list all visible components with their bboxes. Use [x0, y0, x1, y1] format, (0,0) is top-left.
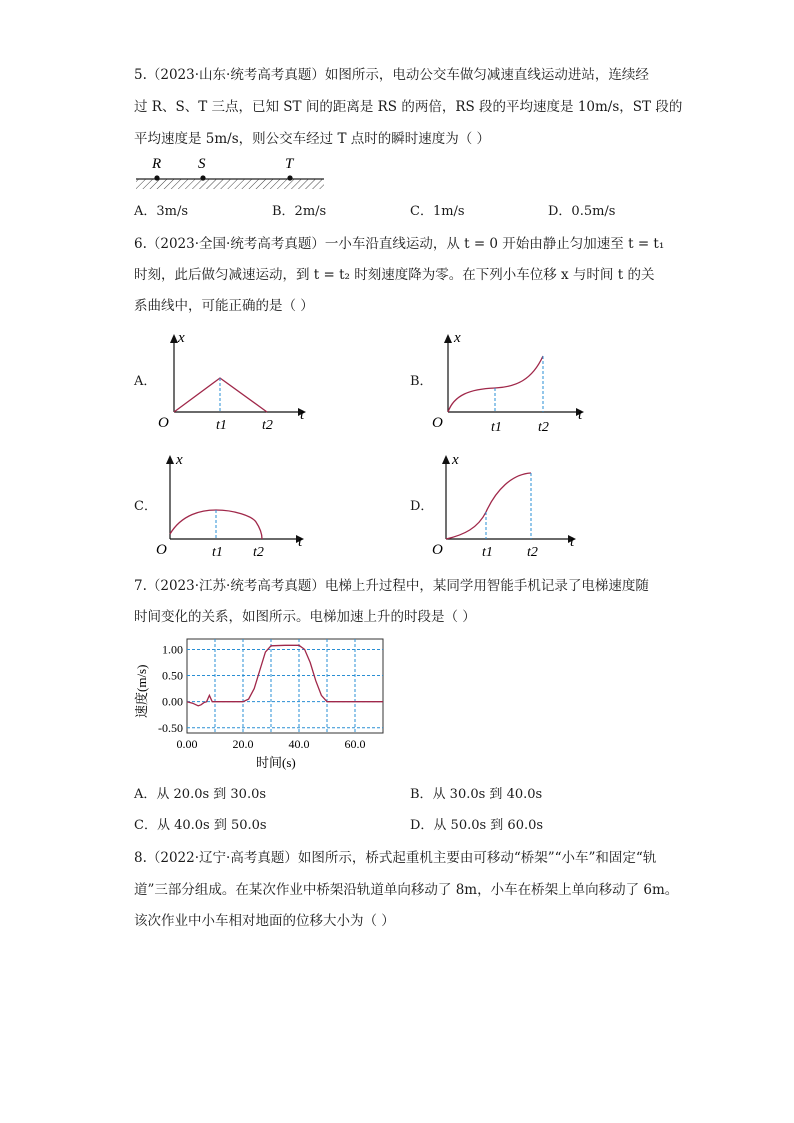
y-tick-label: 0.00	[162, 694, 183, 709]
origin-label: O	[432, 542, 443, 558]
x-axis-label: t	[578, 407, 583, 423]
origin-label: O	[432, 415, 443, 431]
point-s	[200, 175, 205, 180]
t2-label: t2	[262, 418, 273, 433]
t1-label: t1	[482, 545, 493, 560]
q5-option-b: B．2m/s	[272, 204, 327, 219]
label-t: T	[285, 156, 294, 172]
label-r: R	[152, 156, 162, 172]
q5-rst-diagram	[130, 152, 330, 194]
point-t	[287, 175, 292, 180]
x-axis-title: 时间(s)	[256, 755, 296, 770]
q5-option-a: A．3m/s	[134, 204, 189, 219]
q6-option-c-label: C．	[134, 499, 157, 514]
q5-option-c: C．1m/s	[410, 204, 465, 219]
t1-label: t1	[216, 418, 227, 433]
q7-option-d: D．从 50.0s 到 60.0s	[410, 818, 544, 833]
q8-line-3: 该次作业中小车相对地面的位移大小为（ ）	[134, 913, 395, 929]
q6-option-a-label: A．	[134, 374, 157, 389]
y-tick-label: -0.50	[158, 720, 183, 735]
q8-line-2: 道”三部分组成。在某次作业中桥架沿轨道单向移动了 8m，小车在桥架上单向移动了 6m。	[134, 882, 679, 898]
x-axis-label: t	[300, 407, 305, 423]
y-tick-label: 0.50	[162, 668, 183, 683]
q5-line-2: 过 R、S、T 三点，已知 ST 间的距离是 RS 的两倍，RS 段的平均速度是 10m/s，ST 段的	[134, 99, 683, 115]
plot-frame	[187, 639, 383, 733]
y-axis-arrow	[444, 334, 452, 343]
y-axis-label: x	[452, 452, 459, 468]
label-s: S	[198, 156, 206, 172]
q6-option-b-label: B．	[410, 374, 433, 389]
x-axis-label: t	[298, 534, 303, 550]
y-axis-label: x	[454, 330, 461, 346]
t2-label: t2	[538, 420, 549, 435]
q5-line-3: 平均速度是 5m/s，则公交车经过 T 点时的瞬时速度为（ ）	[134, 131, 491, 147]
x-tick-label: 60.0	[344, 737, 366, 751]
origin-label: O	[158, 415, 169, 431]
q8-line-1: 8.（2022·辽宁·高考真题）如图所示，桥式起重机主要由可移动“桥架”“小车”和固定“轨	[134, 850, 657, 866]
y-axis-title: 速度(m/s)	[134, 664, 149, 718]
grid	[187, 639, 383, 733]
x-tick-label: 20.0	[232, 737, 254, 751]
y-axis-arrow	[170, 334, 178, 343]
x-tick-label: 0.00	[176, 737, 198, 751]
y-axis-arrow	[166, 455, 174, 464]
y-axis-label: x	[178, 330, 185, 346]
q7-option-b: B．从 30.0s 到 40.0s	[410, 787, 543, 802]
q5-option-d: D．0.5m/s	[548, 204, 616, 219]
q6-line-3: 系曲线中，可能正确的是（ ）	[134, 298, 314, 314]
y-tick-label: 1.00	[162, 642, 183, 657]
q6-graph-d	[428, 450, 598, 565]
y-tick-labels	[158, 642, 183, 734]
q6-line-1: 6.（2023·全国·统考高考真题）一小车沿直线运动，从 t = 0 开始由静止匀加速至 t = t₁	[134, 236, 665, 252]
q7-option-a: A．从 20.0s 到 30.0s	[134, 787, 267, 802]
point-r	[154, 175, 159, 180]
q7-velocity-chart	[130, 636, 390, 772]
q5-line-1: 5.（2023·山东·统考高考真题）如图所示，电动公交车做匀减速直线运动进站，连续经	[134, 67, 649, 83]
x-tick-labels	[177, 737, 366, 751]
origin-label: O	[156, 542, 167, 558]
q6-line-2: 时刻，此后做匀减速运动，到 t = t₂ 时刻速度降为零。在下列小车位移 x 与时间 t 的关	[134, 267, 655, 283]
t2-label: t2	[527, 545, 538, 560]
q6-graph-c	[152, 450, 322, 565]
q7-option-c: C．从 40.0s 到 50.0s	[134, 818, 267, 833]
y-axis-arrow	[442, 455, 450, 464]
road-hatch	[136, 179, 324, 189]
x-tick-label: 40.0	[288, 737, 310, 751]
t2-label: t2	[253, 545, 264, 560]
q6-graph-b	[428, 325, 598, 440]
q6-option-d-label: D．	[410, 499, 434, 514]
q7-line-2: 时间变化的关系，如图所示。电梯加速上升的时段是（ ）	[134, 609, 476, 625]
x-axis-label: t	[570, 534, 575, 550]
t1-label: t1	[212, 545, 223, 560]
t1-label: t1	[491, 420, 502, 435]
curve-s-shape	[446, 473, 531, 539]
y-axis-label: x	[176, 452, 183, 468]
q7-line-1: 7.（2023·江苏·统考高考真题）电梯上升过程中，某同学用智能手机记录了电梯速度随	[134, 578, 649, 594]
q6-graph-a	[152, 325, 322, 437]
curve-arc	[170, 510, 262, 539]
